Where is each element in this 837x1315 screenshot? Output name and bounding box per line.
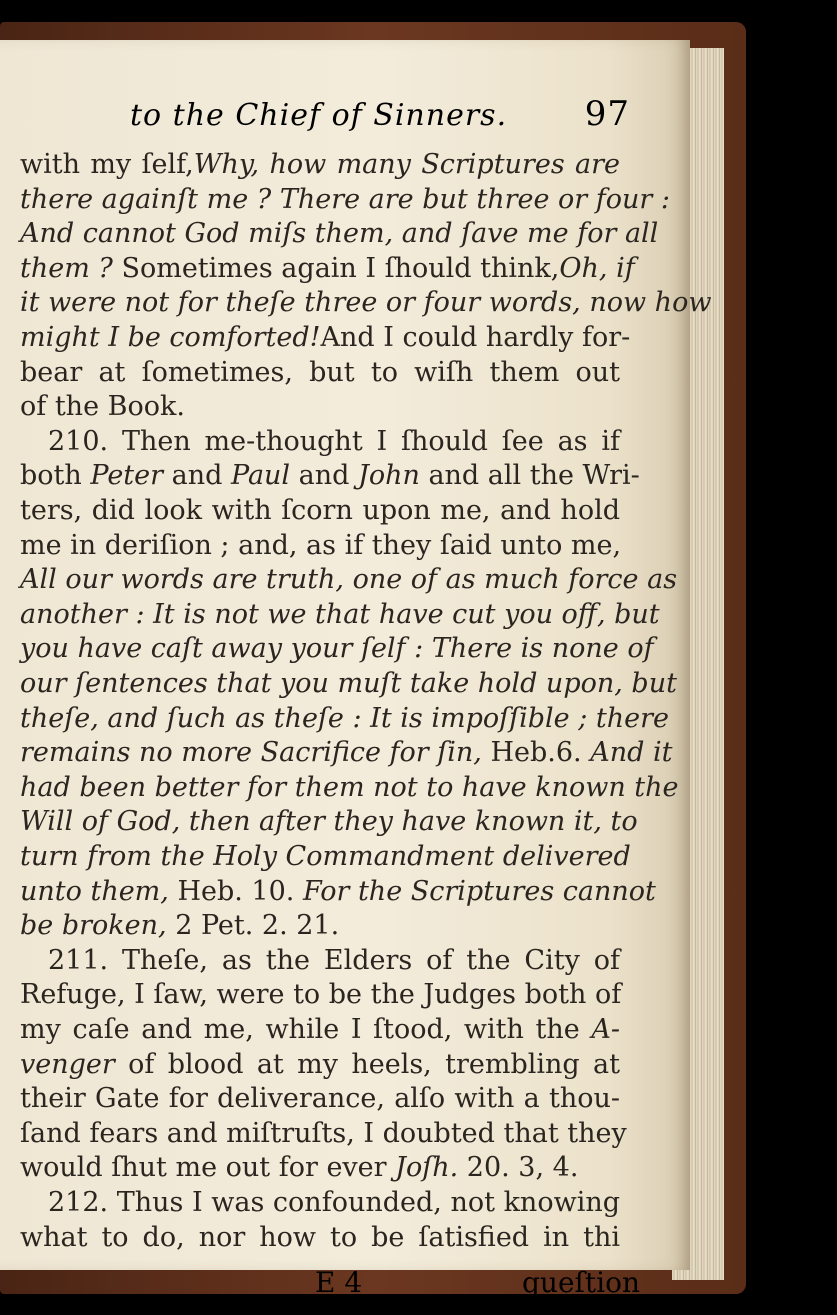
text-segment: It is not we that have cut you off, but bbox=[153, 598, 660, 630]
text-segment: what to do, nor how to be ſatisfied in thi bbox=[20, 1221, 620, 1253]
text-segment: had been better for them not to have known the bbox=[20, 771, 679, 803]
text-segment: ſand fears and miſtruſts, I doubted that they bbox=[20, 1117, 627, 1149]
text-line bbox=[20, 702, 670, 736]
page-footer bbox=[20, 1266, 640, 1302]
text-line bbox=[20, 1048, 620, 1082]
text-line bbox=[20, 425, 620, 459]
text-line bbox=[20, 805, 638, 839]
text-segment: you have caſt away your ſelf : There is none of bbox=[20, 633, 654, 665]
text-segment: venger bbox=[20, 1048, 115, 1080]
text-line bbox=[20, 771, 679, 805]
text-line bbox=[20, 840, 631, 874]
text-segment: ters, did look with ſcorn upon me, and hold bbox=[20, 495, 620, 526]
text-segment: another : bbox=[20, 598, 145, 630]
text-segment: 211. Theſe, as the Elders of the City of bbox=[48, 944, 620, 976]
text-line bbox=[20, 252, 635, 286]
signature-mark: E 4 bbox=[315, 1266, 363, 1299]
text-segment: it were not for theſe three or four words, now how bbox=[20, 287, 712, 319]
text-segment: theſe, and ſuch as theſe : It is impoſſible ; there bbox=[20, 702, 670, 734]
text-segment: of the Book. bbox=[20, 391, 185, 423]
text-segment: remains no more Sacrifice for ſin, bbox=[20, 737, 482, 769]
text-segment: And cannot God miſs them, and ſave me for all bbox=[20, 218, 659, 250]
text-line bbox=[20, 494, 620, 528]
page-number: 97 bbox=[584, 94, 630, 134]
text-segment: be broken, bbox=[20, 910, 167, 942]
text-line bbox=[20, 1082, 620, 1116]
text-segment: 20. 3, 4. bbox=[458, 1152, 579, 1184]
text-line bbox=[20, 978, 620, 1012]
text-line bbox=[20, 356, 620, 390]
text-line bbox=[20, 1221, 620, 1255]
text-segment: would ſhut me out for ever bbox=[20, 1152, 396, 1184]
text-segment: All our words are truth, one of as much force as bbox=[20, 564, 678, 596]
text-line bbox=[20, 598, 660, 632]
text-segment: and all the Wri- bbox=[419, 460, 640, 492]
text-segment: Joſh. bbox=[395, 1152, 459, 1184]
text-segment: Heb.6. bbox=[481, 737, 591, 769]
text-segment: our ſentences that you muſt take hold upon, but bbox=[20, 668, 677, 699]
text-line bbox=[20, 286, 712, 320]
text-segment: turn from the Holy Commandment delivered bbox=[20, 841, 631, 872]
text-segment: 212. Thus I was confounded, not knowing bbox=[48, 1187, 620, 1218]
text-line bbox=[20, 390, 620, 424]
text-line bbox=[20, 563, 678, 597]
text-segment: bear at ſometimes, but to wiſh them out bbox=[20, 356, 620, 388]
text-line bbox=[20, 148, 620, 182]
text-line bbox=[20, 736, 673, 770]
running-head bbox=[130, 94, 630, 144]
text-segment: For the Scriptures cannot bbox=[302, 875, 656, 907]
text-line bbox=[20, 875, 656, 909]
text-segment: Peter bbox=[90, 460, 164, 492]
text-segment: Oh, if bbox=[559, 252, 635, 284]
text-line bbox=[20, 667, 677, 701]
text-line bbox=[20, 321, 631, 355]
text-segment: their Gate for deliverance, alſo with a thou- bbox=[20, 1083, 620, 1115]
text-line bbox=[20, 1151, 620, 1185]
text-segment: of blood at my heels, trembling at bbox=[114, 1048, 620, 1080]
text-segment: Paul bbox=[230, 460, 291, 492]
text-segment: Will of God, then after they have known it, to bbox=[20, 806, 638, 838]
text-segment bbox=[145, 599, 154, 630]
text-line bbox=[20, 1013, 620, 1047]
text-line bbox=[20, 909, 620, 943]
text-segment: unto them, bbox=[20, 875, 169, 907]
text-segment: both bbox=[20, 460, 91, 492]
text-segment: Sometimes again I ſhould think, bbox=[112, 252, 560, 284]
text-line bbox=[20, 529, 620, 563]
running-title: to the Chief of Sinners. bbox=[130, 98, 508, 133]
text-segment: there againſt me ? There are but three or four : bbox=[20, 183, 671, 215]
text-segment: Why, how many Scriptures are bbox=[193, 149, 620, 180]
text-line bbox=[20, 944, 620, 978]
text-segment: me in deriſion ; and, as if they ſaid unto me, bbox=[20, 529, 622, 561]
catchword: queſtion bbox=[522, 1266, 640, 1299]
text-segment: might I be comforted! bbox=[20, 322, 321, 353]
text-line bbox=[20, 1117, 627, 1151]
text-segment: Heb. 10. bbox=[168, 875, 303, 907]
text-segment: them ? bbox=[20, 252, 113, 284]
text-line bbox=[20, 459, 640, 493]
text-line bbox=[20, 1186, 620, 1220]
text-line bbox=[20, 183, 671, 217]
book-page bbox=[0, 40, 712, 1299]
text-segment: A- bbox=[591, 1014, 620, 1045]
text-segment: And I could hardly for- bbox=[320, 322, 631, 353]
text-segment: with my ſelf, bbox=[20, 149, 194, 180]
text-segment: and bbox=[290, 460, 358, 492]
text-segment: John bbox=[358, 460, 420, 492]
text-segment: and bbox=[163, 460, 231, 492]
text-segment: 2 Pet. 2. 21. bbox=[166, 910, 340, 942]
text-segment: 210. Then me-thought I ſhould ſee as if bbox=[48, 425, 620, 457]
text-line bbox=[20, 217, 659, 251]
text-segment: Refuge, I ſaw, were to be the Judges both of bbox=[20, 979, 622, 1011]
text-line bbox=[20, 632, 654, 666]
text-segment: my caſe and me, while I ſtood, with the bbox=[20, 1014, 592, 1045]
text-segment: And it bbox=[590, 737, 673, 769]
